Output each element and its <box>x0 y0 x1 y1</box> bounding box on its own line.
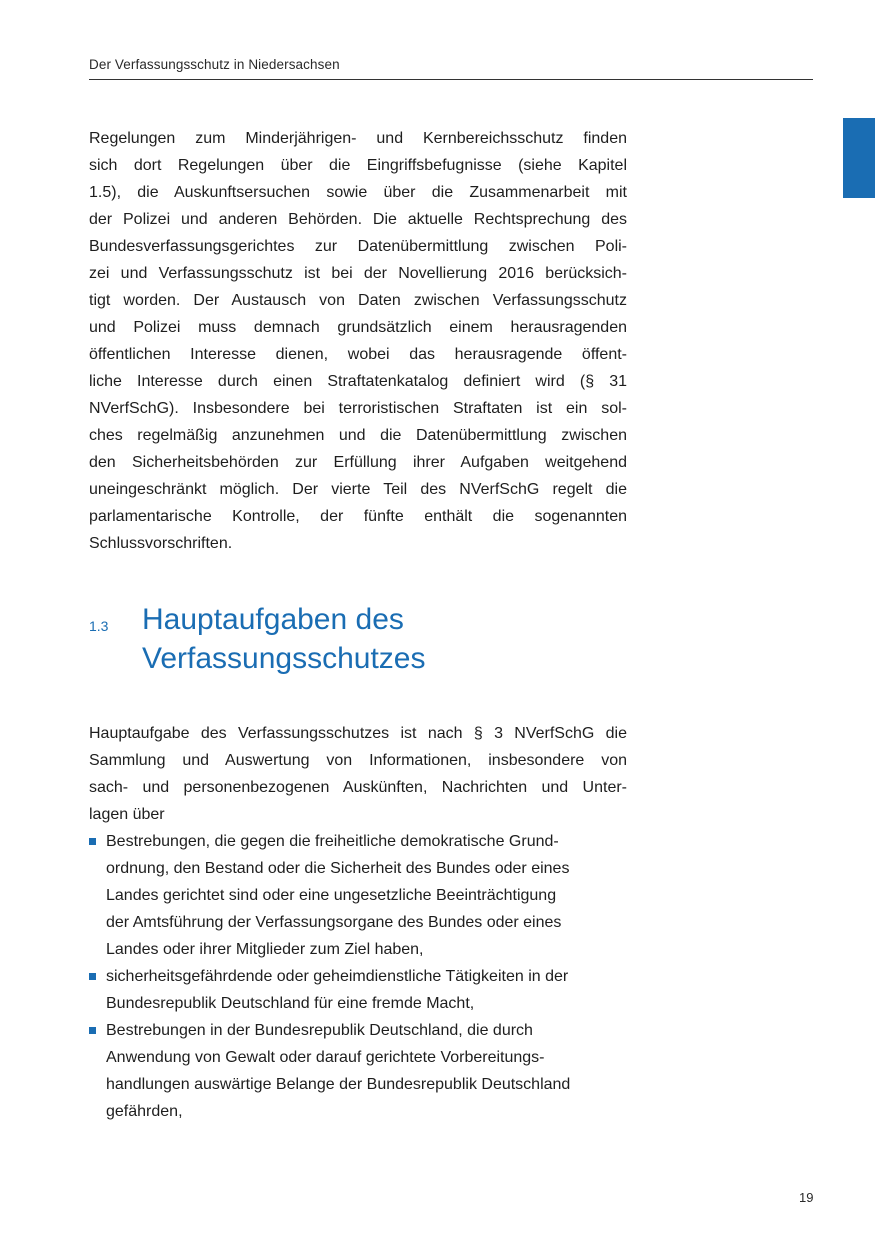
bullet-list <box>89 828 627 1125</box>
paragraph-line: liche Interesse durch einen Straftatenkatalog definiert wird (§ 31 <box>89 373 627 390</box>
paragraph-line: 1.5), die Auskunftsersuchen sowie über die Zusammenarbeit mit <box>89 184 627 201</box>
bullet-line: Anwendung von Gewalt oder darauf gerichtete Vorbereitungs- <box>106 1049 545 1066</box>
bullet-square-icon <box>89 1027 96 1034</box>
running-header: Der Verfassungsschutz in Niedersachsen <box>89 57 340 72</box>
paragraph-line: sich dort Regelungen über die Eingriffsbefugnisse (siehe Kapitel <box>89 157 627 174</box>
section-number: 1.3 <box>89 618 109 634</box>
bullet-item <box>89 828 627 963</box>
paragraph-line: ches regelmäßig anzunehmen und die Datenübermittlung zwischen <box>89 427 627 444</box>
paragraph-line: öffentlichen Interesse dienen, wobei das herausragende öffent- <box>89 346 627 363</box>
paragraph-line: lagen über <box>89 806 165 823</box>
bullet-line: der Amtsführung der Verfassungsorgane des Bundes oder eines <box>106 914 562 931</box>
paragraph-line: tigt worden. Der Austausch von Daten zwischen Verfassungsschutz <box>89 292 627 309</box>
paragraph-line: Regelungen zum Minderjährigen- und Kernbereichsschutz finden <box>89 130 627 147</box>
bullet-line: Bestrebungen in der Bundesrepublik Deutschland, die durch <box>106 1022 533 1039</box>
paragraph-line: Sammlung und Auswertung von Informationen, insbesondere von <box>89 752 627 769</box>
section-title-line: Verfassungsschutzes <box>142 642 426 675</box>
paragraph-line: Hauptaufgabe des Verfassungsschutzes ist nach § 3 NVerfSchG die <box>89 725 627 742</box>
paragraph-line: und Polizei muss demnach grundsätzlich einem herausragenden <box>89 319 627 336</box>
bullet-line: Bundesrepublik Deutschland für eine fremde Macht, <box>106 995 475 1012</box>
body-paragraph-2 <box>89 720 627 828</box>
bullet-square-icon <box>89 838 96 845</box>
paragraph-line: den Sicherheitsbehörden zur Erfüllung ihrer Aufgaben weitgehend <box>89 454 627 471</box>
section-title-line: Hauptaufgaben des <box>142 603 404 636</box>
body-paragraph-1 <box>89 125 627 557</box>
paragraph-line: Schlussvorschriften. <box>89 535 233 552</box>
header-rule <box>89 79 813 80</box>
bullet-square-icon <box>89 973 96 980</box>
bullet-line: Landes gerichtet sind oder eine ungesetzliche Beeinträchtigung <box>106 887 557 904</box>
bullet-line: gefährden, <box>106 1103 183 1120</box>
paragraph-line: Bundesverfassungsgerichtes zur Datenübermittlung zwischen Poli- <box>89 238 627 255</box>
bullet-item <box>89 1017 627 1125</box>
paragraph-line: uneingeschränkt möglich. Der vierte Teil des NVerfSchG regelt die <box>89 481 627 498</box>
bullet-line: Landes oder ihrer Mitglieder zum Ziel haben, <box>106 941 424 958</box>
bullet-line: Bestrebungen, die gegen die freiheitliche demokratische Grund- <box>106 833 559 850</box>
bullet-line: ordnung, den Bestand oder die Sicherheit des Bundes oder eines <box>106 860 570 877</box>
section-title <box>142 600 562 678</box>
paragraph-line: der Polizei und anderen Behörden. Die aktuelle Rechtsprechung des <box>89 211 627 228</box>
chapter-tab-marker <box>843 118 875 198</box>
bullet-line: sicherheitsgefährdende oder geheimdienstliche Tätigkeiten in der <box>106 968 569 985</box>
bullet-item <box>89 963 627 1017</box>
paragraph-line: NVerfSchG). Insbesondere bei terroristischen Straftaten ist ein sol- <box>89 400 627 417</box>
page-number: 19 <box>799 1190 814 1205</box>
paragraph-line: parlamentarische Kontrolle, der fünfte enthält die sogenannten <box>89 508 627 525</box>
bullet-line: handlungen auswärtige Belange der Bundesrepublik Deutschland <box>106 1076 571 1093</box>
paragraph-line: sach- und personenbezogenen Auskünften, Nachrichten und Unter- <box>89 779 627 796</box>
paragraph-line: zei und Verfassungsschutz ist bei der Novellierung 2016 berücksich- <box>89 265 627 282</box>
